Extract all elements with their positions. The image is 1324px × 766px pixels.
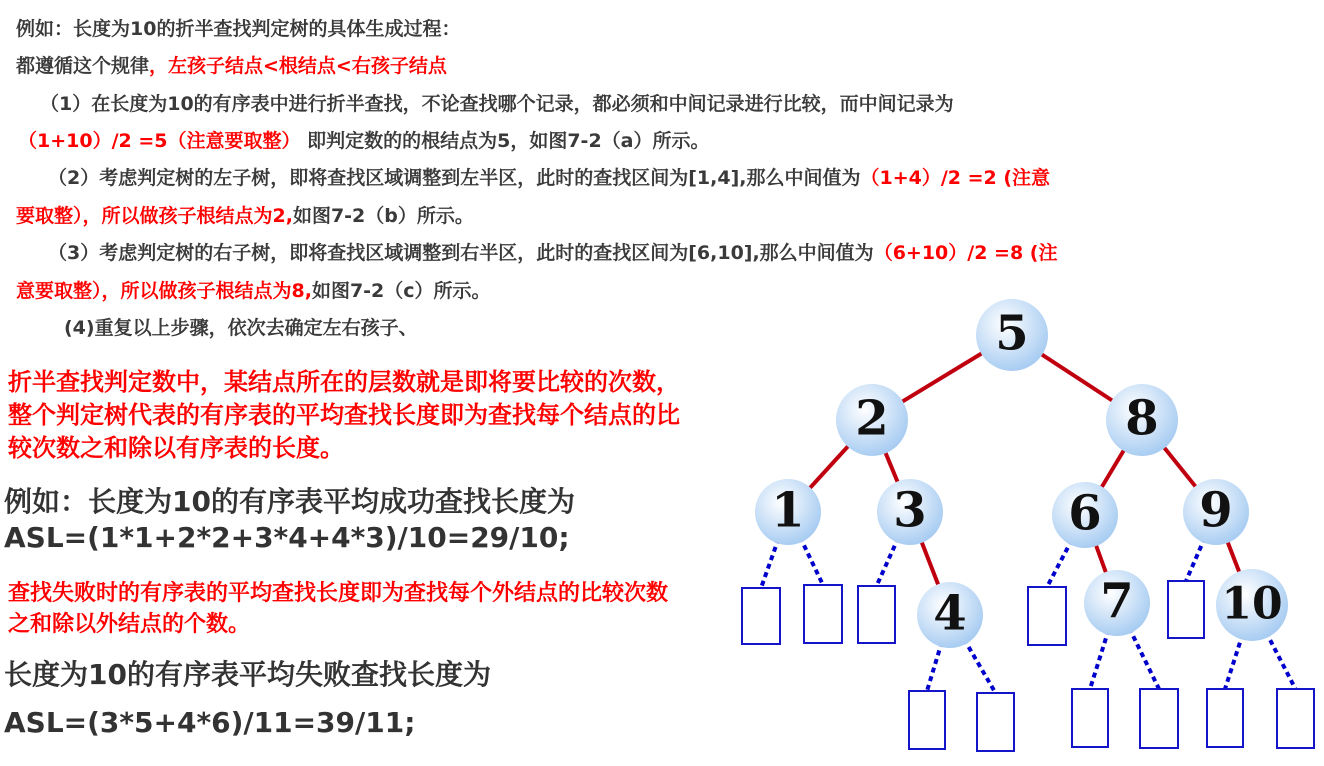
external-node-box	[1140, 689, 1178, 748]
success-asl-title: 例如：长度为10的有序表平均成功查找长度为	[4, 485, 575, 518]
step3-highlight: 意要取整），所以做孩子根结点为8,	[16, 280, 312, 302]
external-node-box	[742, 588, 780, 644]
external-edge	[800, 537, 823, 585]
external-node-box	[1207, 689, 1243, 747]
external-node-box	[1277, 689, 1314, 748]
rule-text: 都遵循这个规律	[16, 55, 150, 77]
tree-node-label: 6	[1068, 485, 1102, 542]
tree-node-label: 9	[1199, 482, 1233, 539]
tree-node-label: 10	[1221, 578, 1283, 630]
external-edge	[964, 639, 995, 693]
external-edge	[1090, 630, 1109, 689]
step4-text: (4)重复以上步骤，依次去确定左右孩子、	[64, 317, 418, 339]
tree-node-10	[1216, 569, 1288, 641]
external-edge	[877, 538, 899, 586]
external-node-box	[977, 693, 1014, 751]
step3-formula: （6+10）/2 =8 (注	[873, 242, 1058, 264]
rule-highlight: ，左孩子结点<根结点<右孩子结点	[149, 55, 447, 77]
tree-node-1	[755, 479, 821, 545]
step2-formula: （1+4）/2 =2 (注意	[860, 167, 1051, 189]
tree-node-label: 2	[855, 390, 889, 447]
tree-node-label: 8	[1125, 390, 1159, 447]
external-edge	[927, 642, 942, 691]
failure-explanation: 查找失败时的有序表的平均查找长度即为查找每个外结点的比较次数之和除以外结点的个数。	[8, 581, 669, 637]
tree-node-6	[1052, 482, 1118, 548]
tree-node-9	[1183, 479, 1249, 545]
step3-text: （3）考虑判定树的右子树，即将查找区域调整到右半区，此时的查找区间为[6,10],那么中间值为	[48, 242, 874, 264]
tree-node-7	[1084, 570, 1150, 636]
failure-asl-title: 长度为10的有序表平均失败查找长度为	[4, 658, 491, 691]
external-edge	[1129, 628, 1159, 689]
external-edge	[761, 538, 779, 588]
success-asl-formula: ASL=(1*1+2*2+3*4+4*3)/10=29/10;	[4, 521, 570, 554]
tree-node-label: 4	[933, 585, 967, 642]
external-edge	[1047, 540, 1072, 587]
depth-explanation: 折半查找判定数中，某结点所在的层数就是即将要比较的次数，整个判定树代表的有序表的平均查找长度即为查找每个结点的比较次数之和除以有序表的长度。	[8, 368, 680, 462]
tree-node-2	[836, 384, 908, 456]
failure-asl-formula: ASL=(3*5+4*6)/11=39/11;	[4, 706, 416, 739]
external-node-box	[804, 585, 842, 643]
tree-node-label: 1	[771, 482, 805, 539]
tree-node-8	[1106, 384, 1178, 456]
step1-conclusion: 即判定数的的根结点为5，如图7-2（a）所示。	[300, 130, 710, 152]
tree-node-label: 3	[893, 482, 927, 539]
step3-conclusion: 如图7-2（c）所示。	[311, 280, 491, 302]
external-node-box	[1168, 581, 1204, 638]
step2-text: （2）考虑判定树的左子树，即将查找区域调整到左半区，此时的查找区间为[1,4],那么中间值为	[48, 167, 861, 189]
step1-text: （1）在长度为10的有序表中进行折半查找，不论查找哪个记录，都必须和中间记录进行比较，而中间记录为	[40, 93, 954, 115]
tree-node-4	[917, 582, 983, 648]
external-node-box	[1072, 689, 1108, 747]
intro-text: 例如：长度为10的折半查找判定树的具体生成过程：	[16, 18, 461, 40]
tree-node-3	[877, 479, 943, 545]
tree-node-5	[976, 299, 1048, 371]
external-edge	[1266, 632, 1295, 689]
step2-highlight: 要取整），所以做孩子根结点为2,	[16, 205, 293, 227]
tree-node-label: 7	[1100, 573, 1134, 630]
external-node-box	[1028, 587, 1066, 645]
step1-formula: （1+10）/2 =5（注意要取整）	[18, 130, 301, 152]
external-edge	[1186, 538, 1205, 581]
external-node-box	[858, 586, 895, 643]
tree-node-label: 5	[995, 305, 1029, 362]
external-node-box	[909, 691, 945, 749]
step2-conclusion: 如图7-2（b）所示。	[292, 205, 474, 227]
external-edge	[1225, 634, 1243, 689]
